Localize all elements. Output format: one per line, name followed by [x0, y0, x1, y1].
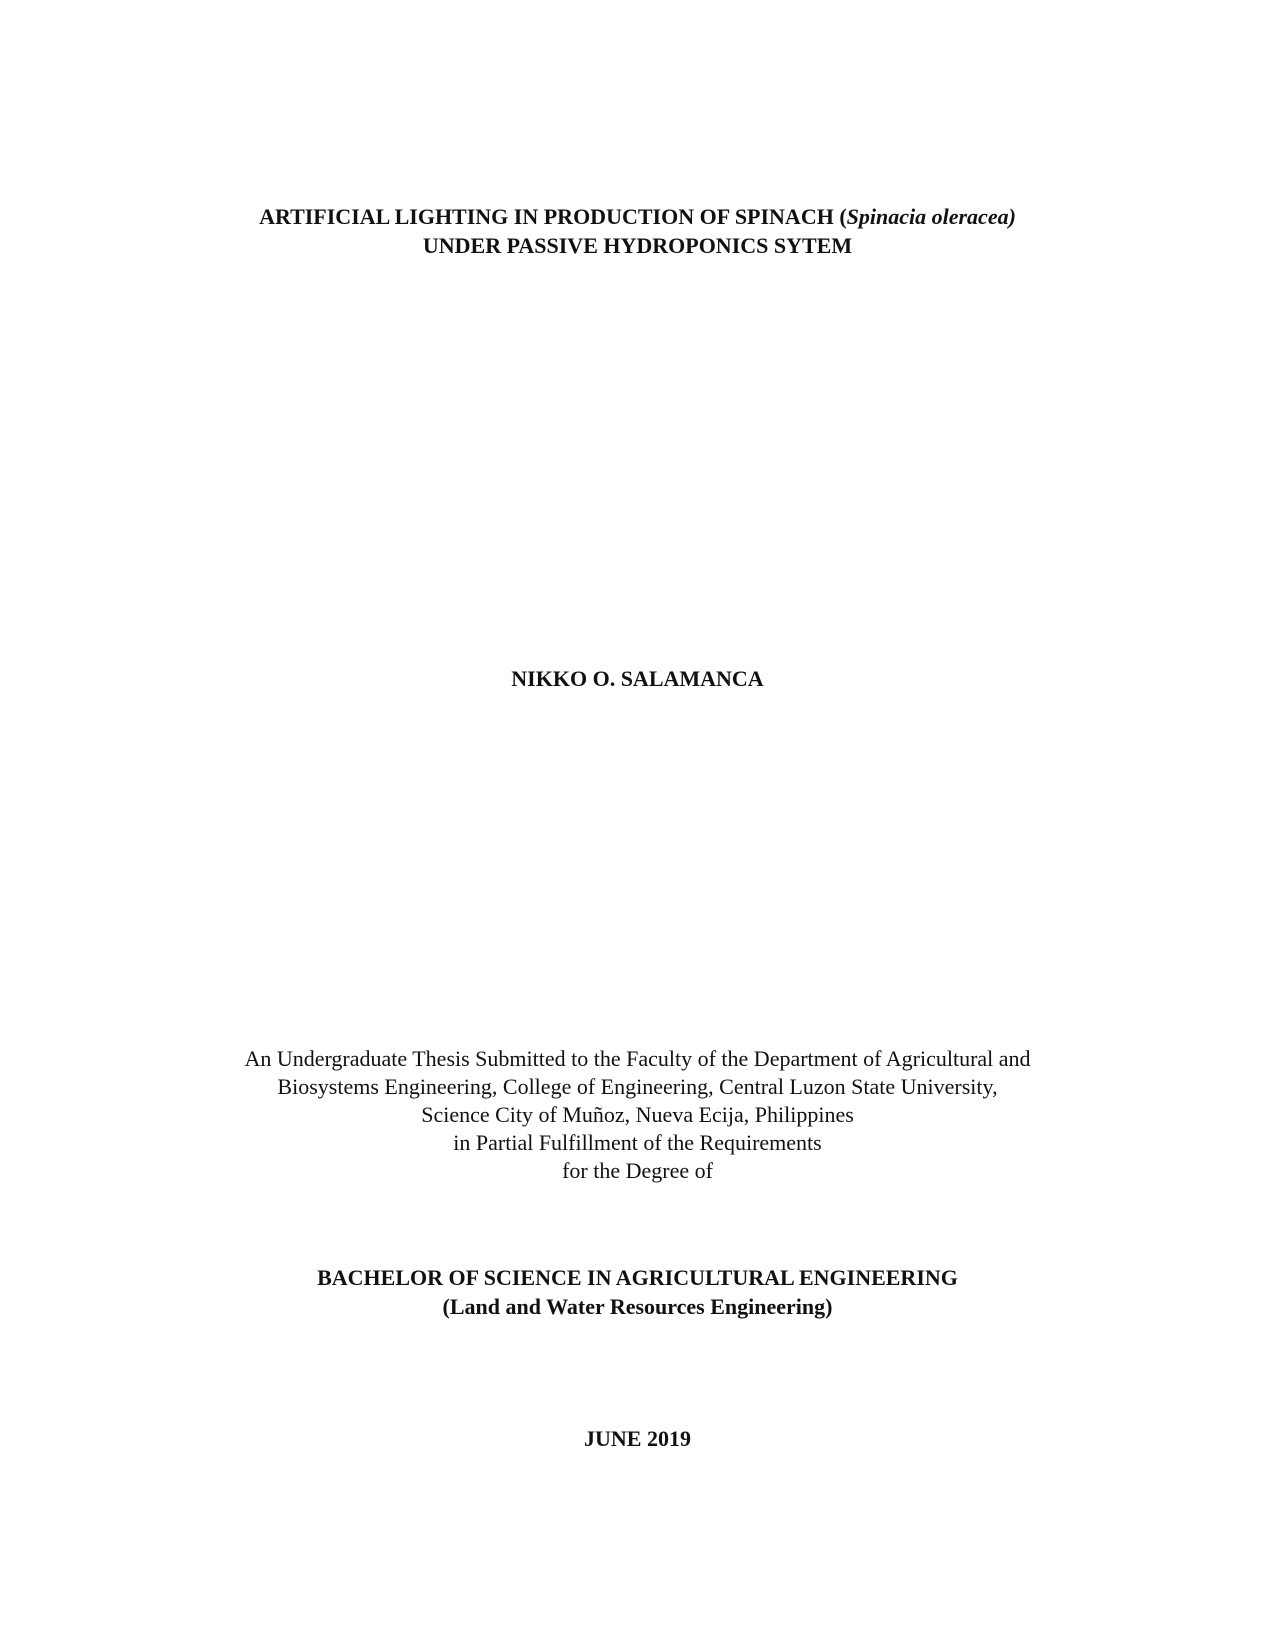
thesis-title-prefix: ARTIFICIAL LIGHTING IN PRODUCTION OF SPINACH (: [259, 204, 847, 229]
degree-specialization: (Land and Water Resources Engineering): [442, 1294, 833, 1319]
degree-name: BACHELOR OF SCIENCE IN AGRICULTURAL ENGINEERING: [317, 1265, 958, 1290]
statement-line: Biosystems Engineering, College of Engineering, Central Luzon State University,: [277, 1074, 998, 1099]
thesis-title: [0, 202, 1275, 260]
thesis-title-line-2: UNDER PASSIVE HYDROPONICS SYTEM: [422, 233, 853, 258]
statement-line: Science City of Muñoz, Nueva Ecija, Philippines: [421, 1102, 854, 1127]
scientific-name: Spinacia oleracea): [846, 204, 1016, 229]
statement-line: in Partial Fulfillment of the Requirements: [453, 1130, 822, 1155]
statement-line: for the Degree of: [562, 1158, 713, 1183]
degree: [0, 1263, 1275, 1321]
author-name: NIKKO O. SALAMANCA: [511, 666, 764, 691]
submission-statement: [0, 1045, 1275, 1185]
thesis-title-line-1: [0, 202, 1275, 231]
statement-line: An Undergraduate Thesis Submitted to the Faculty of the Department of Agricultural and: [244, 1046, 1031, 1071]
submission-date: JUNE 2019: [584, 1426, 691, 1451]
